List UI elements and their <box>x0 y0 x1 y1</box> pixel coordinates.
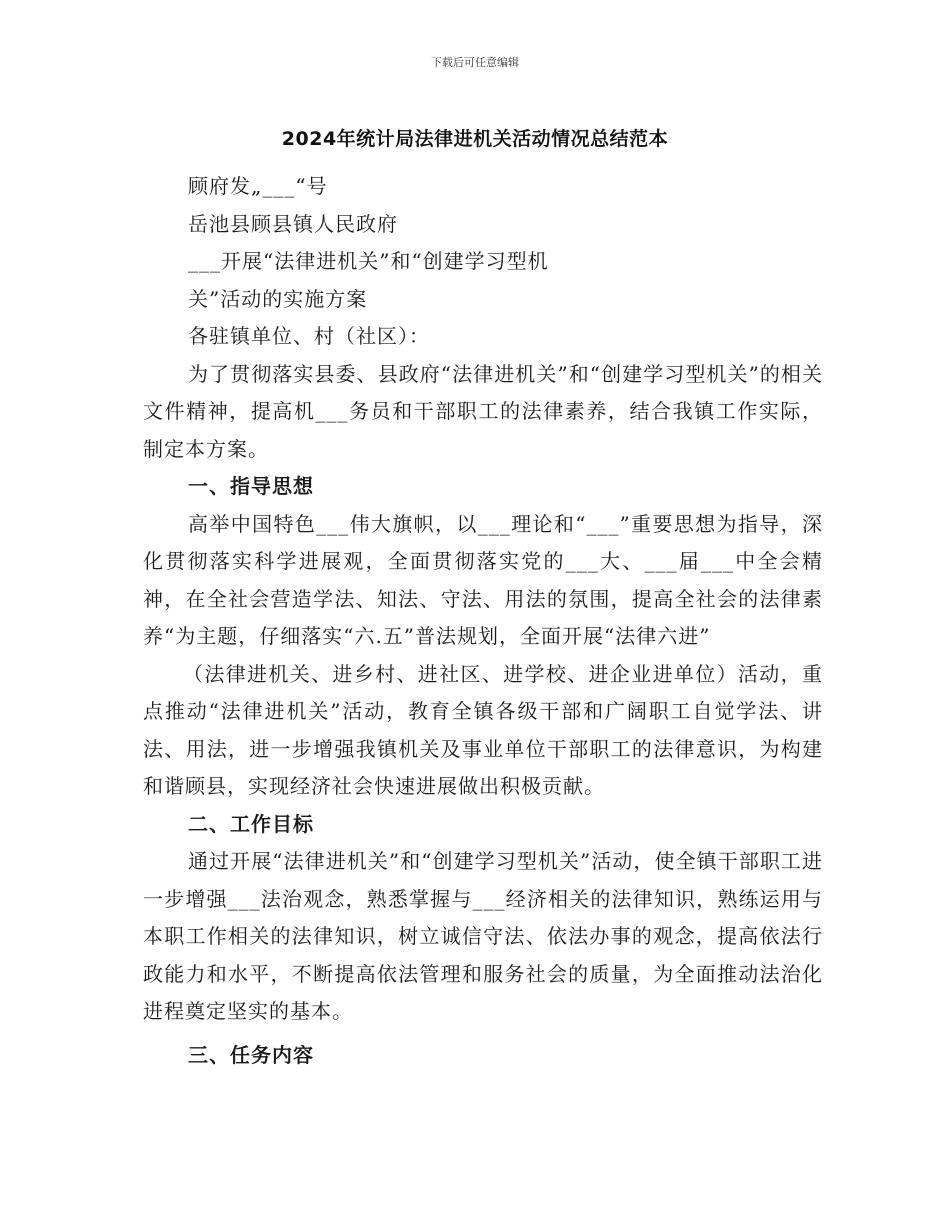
guiding-paragraph-1: 高举中国特色___伟大旗帜，以___理论和“___”重要思想为指导，深化贯彻落实科学进展观，全面贯彻落实党的___大、___届___中全会精神，在全社会营造学法、知法、守法、用法的氛围，提高全社会的法律素养“为主题，仔细落实“六.五”普法规划，全面开展“法律六进” <box>143 511 823 648</box>
goal-paragraph: 通过开展“法律进机关”和“创建学习型机关”活动，使全镇干部职工进一步增强___法治观念，熟悉掌握与___经济相关的法律知识，熟练运用与本职工作相关的法律知识，树立诚信守法、依法办事的观念，提高依法行政能力和水平，不断提高依法管理和服务社会的质量，为全面推动法治化进程奠定坚实的基本。 <box>143 849 823 1023</box>
subject-line-1: ___开展“法律进机关”和“创建学习型机 <box>188 249 549 273</box>
intro-paragraph: 为了贯彻落实县委、县政府“法律进机关”和“创建学习型机关”的相关文件精神，提高机___务员和干部职工的法律素养，结合我镇工作实际，制定本方案。 <box>143 361 823 461</box>
document-body <box>143 168 823 1074</box>
section-heading-3: 三、任务内容 <box>188 1042 314 1067</box>
guiding-paragraph-2: （法律进机关、进乡村、进社区、进学校、进企业进单位）活动，重点推动“法律进机关”活动，教育全镇各级干部和广阔职工自觉学法、讲法、用法，进一步增强我镇机关及事业单位干部职工的法律意识，为构建和谐顾县，实现经济社会快速进展做出积极贡献。 <box>143 661 823 798</box>
section-heading-1: 一、指导思想 <box>188 474 314 498</box>
doc-number-line: 顾府发„___“号 <box>188 174 328 198</box>
issuer-line: 岳池县顾县镇人民政府 <box>188 211 398 236</box>
section-heading-2: 二、工作目标 <box>188 811 314 836</box>
subject-line-2: 关”活动的实施方案 <box>188 286 368 311</box>
document-title: 2024年统计局法律进机关活动情况总结范本 <box>281 128 669 150</box>
recipients-line: 各驻镇单位、村（社区）： <box>188 324 430 348</box>
header-note: 下载后可任意编辑 <box>431 56 519 69</box>
